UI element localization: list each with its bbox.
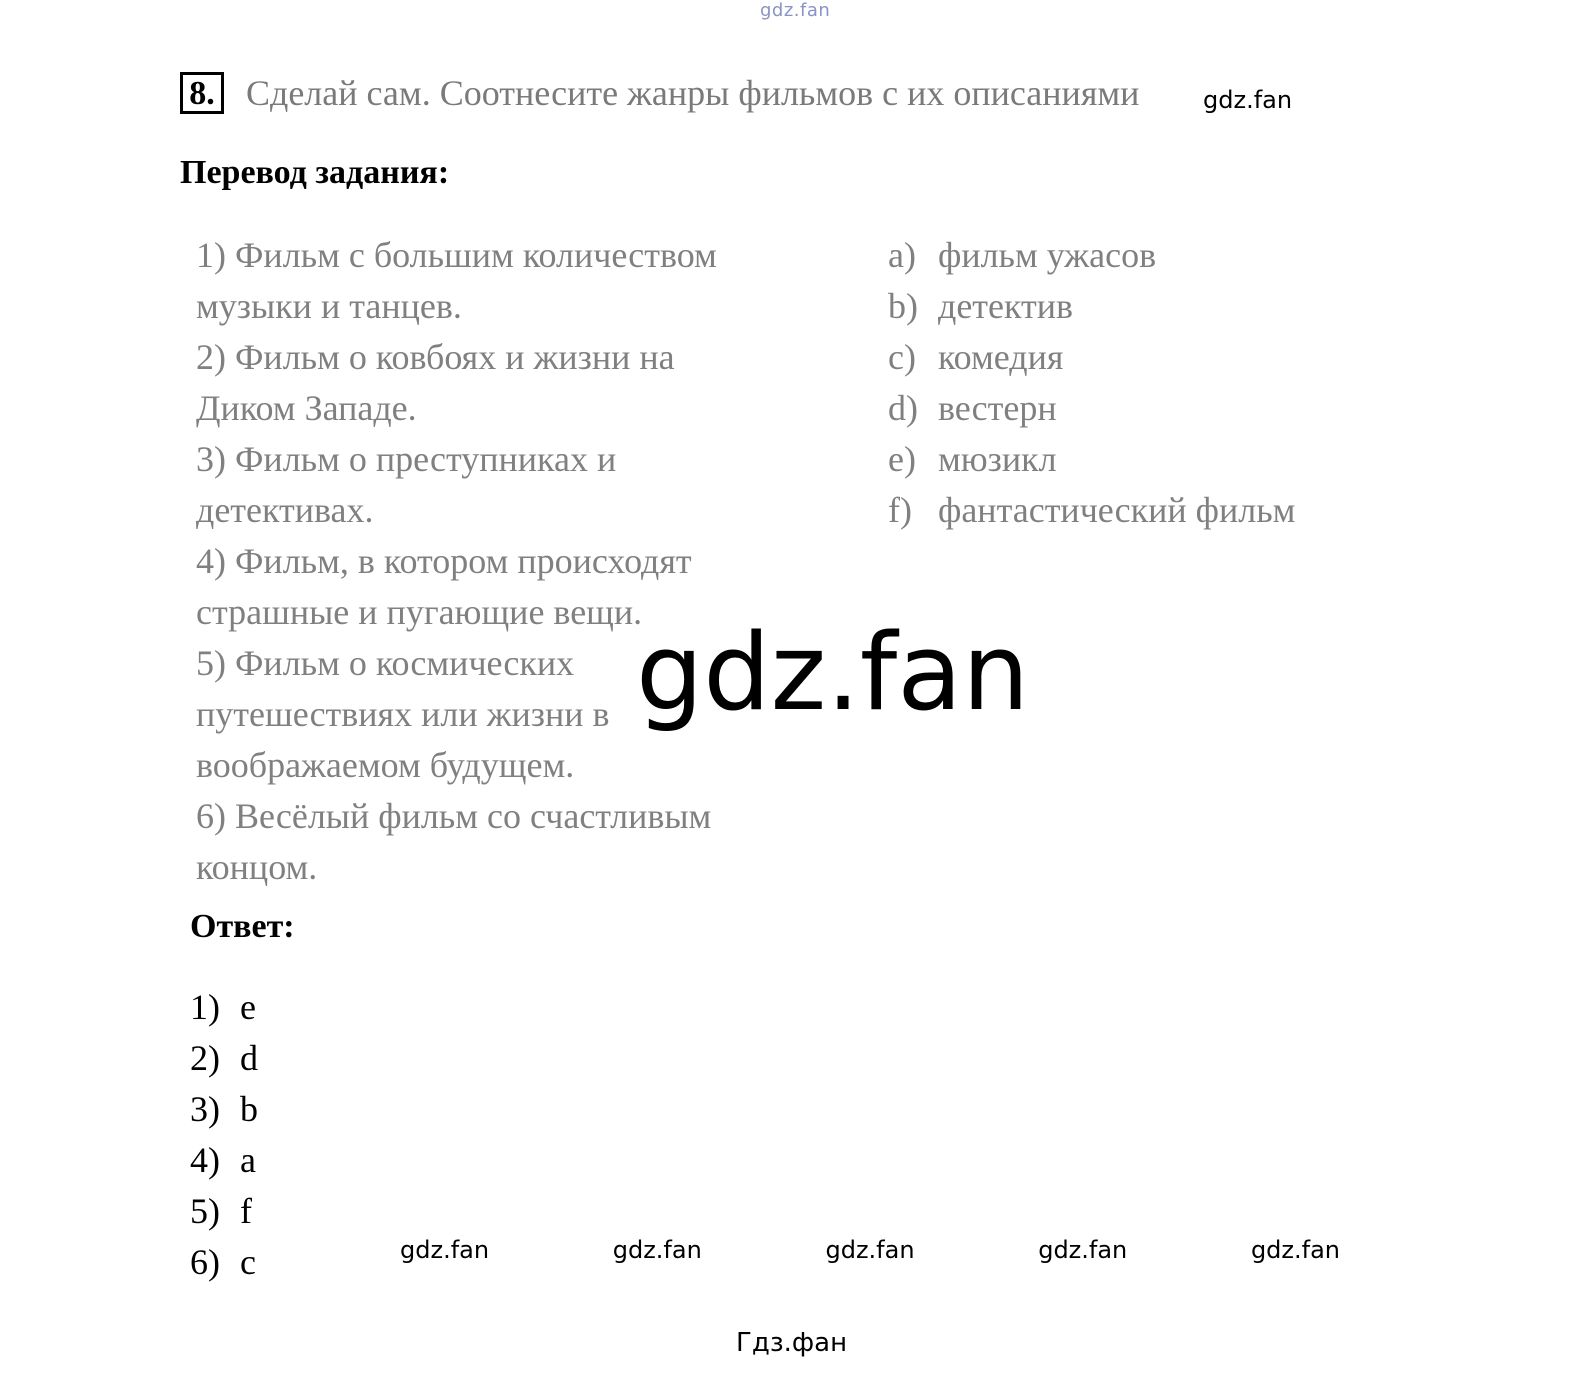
- genre-text: фантастический фильм: [938, 490, 1296, 530]
- genre-letter: a): [888, 235, 916, 275]
- genre-item: [888, 434, 1295, 485]
- genre-letter: c): [888, 337, 916, 377]
- watermark-row: [400, 1236, 1340, 1264]
- description-line: 4) Фильм, в котором происходят: [196, 541, 692, 581]
- genre-text: вестерн: [938, 388, 1057, 428]
- answer-item: [190, 982, 258, 1033]
- genre-text: фильм ужасов: [938, 235, 1157, 275]
- watermark-inline: gdz.fan: [1203, 86, 1293, 114]
- answer-value: b: [240, 1089, 258, 1129]
- description-line: музыки и танцев.: [196, 286, 462, 326]
- watermark-small: gdz.fan: [400, 1236, 490, 1264]
- genre-text: детектив: [938, 286, 1074, 326]
- genre-item: [888, 383, 1295, 434]
- answer-number: 3): [190, 1089, 220, 1129]
- description-line: детективах.: [196, 490, 374, 530]
- task-number-box: 8.: [180, 72, 224, 114]
- answer-item: [190, 1084, 258, 1135]
- genre-text: комедия: [938, 337, 1064, 377]
- description-line: 6) Весёлый фильм со счастливым: [196, 796, 712, 836]
- watermark-small: gdz.fan: [1250, 1236, 1340, 1264]
- answer-value: d: [240, 1038, 258, 1078]
- genre-list: [888, 230, 1295, 536]
- description-line: Диком Западе.: [196, 388, 417, 428]
- answer-item: [190, 1237, 258, 1288]
- description-line: страшные и пугающие вещи.: [196, 592, 643, 632]
- description-line: путешествиях или жизни в: [196, 694, 610, 734]
- answer-heading: Ответ:: [190, 908, 295, 945]
- answer-item: [190, 1186, 258, 1237]
- answer-item: [190, 1033, 258, 1084]
- answer-item: [190, 1135, 258, 1186]
- answer-number: 1): [190, 987, 220, 1027]
- description-line: 2) Фильм о ковбоях и жизни на: [196, 337, 675, 377]
- description-line: 3) Фильм о преступниках и: [196, 439, 617, 479]
- answer-value: a: [240, 1140, 256, 1180]
- genre-item: [888, 332, 1295, 383]
- watermark-top: gdz.fan: [760, 0, 831, 21]
- watermark-small: gdz.fan: [612, 1236, 702, 1264]
- description-line: воображаемом будущем.: [196, 745, 575, 785]
- answer-value: c: [240, 1242, 256, 1282]
- answer-number: 4): [190, 1140, 220, 1180]
- genre-letter: f): [888, 490, 912, 530]
- translation-heading: Перевод задания:: [180, 154, 450, 191]
- description-line: концом.: [196, 847, 318, 887]
- answer-number: 5): [190, 1191, 220, 1231]
- answer-value: f: [240, 1191, 252, 1231]
- genre-item: [888, 230, 1295, 281]
- genre-text: мюзикл: [938, 439, 1057, 479]
- answer-list: [190, 982, 258, 1288]
- genre-item: [888, 485, 1295, 536]
- answer-value: e: [240, 987, 256, 1027]
- watermark-small: gdz.fan: [1038, 1236, 1128, 1264]
- description-list: [196, 230, 806, 893]
- genre-letter: b): [888, 286, 918, 326]
- watermark-small: gdz.fan: [825, 1236, 915, 1264]
- answer-number: 2): [190, 1038, 220, 1078]
- task-title: Сделай сам. Соотнесите жанры фильмов с их описаниями: [246, 73, 1140, 113]
- watermark-bottom: Гдз.фан: [736, 1328, 848, 1358]
- description-line: 5) Фильм о космических: [196, 643, 575, 683]
- watermark-large: gdz.fan: [636, 611, 1030, 734]
- answer-number: 6): [190, 1242, 220, 1282]
- genre-item: [888, 281, 1295, 332]
- description-line: 1) Фильм с большим количеством: [196, 235, 717, 275]
- genre-letter: d): [888, 388, 918, 428]
- genre-letter: e): [888, 439, 916, 479]
